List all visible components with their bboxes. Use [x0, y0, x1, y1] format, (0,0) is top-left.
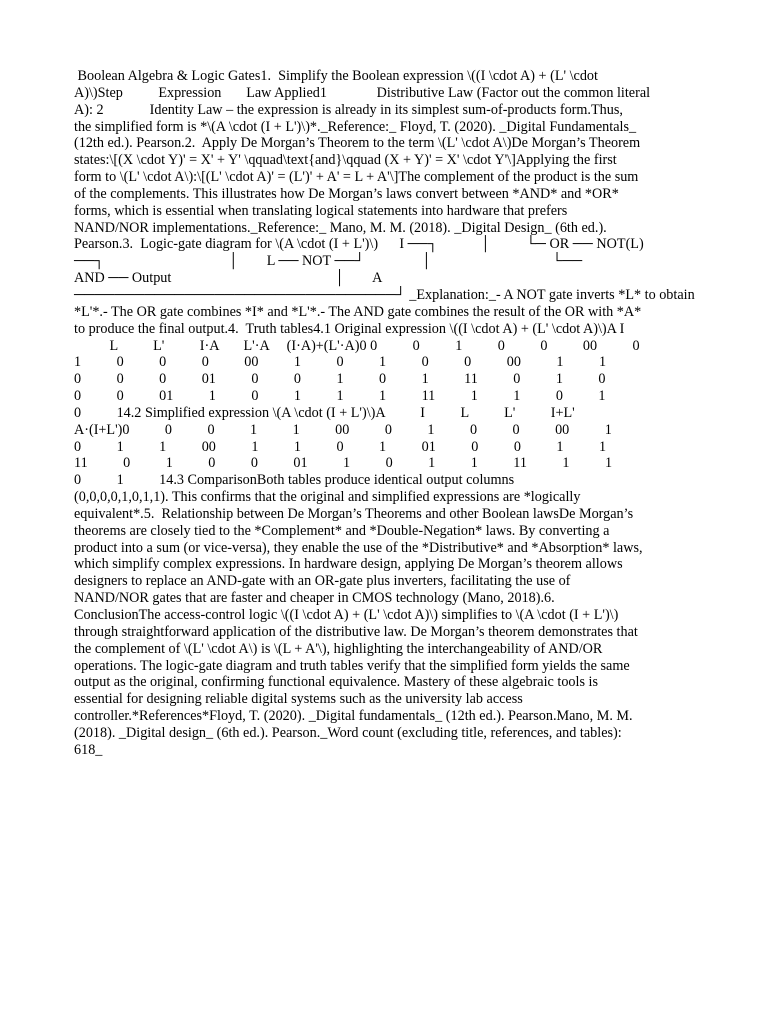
text-line: A·(I+L')0 0 0 1 1 00 0 1 0 0 00 1: [74, 421, 612, 438]
document-body: [74, 68, 694, 759]
text-line: the simplified form is *\(A \cdot (I + L')\)*._Reference:_ Floyd, T. (2020). _Digital Fundamentals_: [74, 118, 637, 135]
text-line: 11 0 1 0 0 01 1 0 1 1 11 1 1: [74, 455, 613, 472]
text-line: NAND/NOR implementations._Reference:_ Mano, M. M. (2018). _Digital Design_ (6th ed.).: [74, 219, 607, 236]
text-line: (2018). _Digital design_ (6th ed.). Pearson._Word count (excluding title, references, and tables):: [74, 724, 622, 741]
text-line: AND ── Output │ A: [74, 270, 383, 287]
text-line: 0 0 0 01 0 0 1 0 1 11 0 1 0: [74, 371, 606, 388]
text-line: through straightforward application of the distributive law. De Morgan’s theorem demonstrates that: [74, 623, 638, 640]
text-line: ────────────────────────────────┘ _Explanation:_- A NOT gate inverts *L* to obtain: [74, 286, 695, 303]
text-line: *L'*.- The OR gate combines *I* and *L'*.- The AND gate combines the result of the OR with *A*: [74, 303, 642, 320]
text-line: product into a sum (or vice-versa), they enable the use of the *Distributive* and *Absorption* laws,: [74, 539, 643, 556]
text-line: Boolean Algebra & Logic Gates1. Simplify the Boolean expression \((I \cdot A) + (L' \cdot: [74, 68, 598, 84]
text-line: A): 2 Identity Law – the expression is already in its simplest sum-of-products form.Thus,: [74, 101, 623, 118]
text-line: 0 1 1 00 1 1 0 1 01 0 0 1 1: [74, 438, 607, 455]
text-line: 618_: [74, 741, 103, 758]
text-line: the complement of \(L' \cdot A\) is \(L + A'\), highlighting the interchangeability of AND/OR: [74, 640, 603, 657]
text-line: output as the original, confirming functional equivalence. Mastery of these algebraic tools is: [74, 674, 598, 691]
text-line: equivalent*.5. Relationship between De Morgan’s Theorems and other Boolean lawsDe Morgan’s: [74, 505, 634, 522]
text-line: A)\)Step Expression Law Applied1 Distributive Law (Factor out the common literal: [74, 84, 651, 101]
text-line: form to \(L' \cdot A\):\[(L' \cdot A)' = (L')' + A' = L + A'\]The complement of the product is the sum: [74, 169, 639, 186]
text-line: of the complements. This illustrates how De Morgan’s laws convert between *AND* and *OR*: [74, 185, 619, 202]
text-line: ConclusionThe access-control logic \((I \cdot A) + (L' \cdot A)\) simplifies to \(A \cdot (I + L')\): [74, 607, 619, 623]
text-line: operations. The logic-gate diagram and truth tables verify that the simplified form yields the same: [74, 657, 630, 674]
text-line: (12th ed.). Pearson.2. Apply De Morgan’s Theorem to the term \(L' \cdot A\)De Morgan’s Theorem: [74, 135, 641, 152]
text-line: 0 14.2 Simplified expression \(A \cdot (I + L')\)A I L L' I+L': [74, 404, 575, 421]
text-line: controller.*References*Floyd, T. (2020). _Digital fundamentals_ (12th ed.). Pearson.Mano, M. M.: [74, 708, 633, 725]
text-line: 0 1 14.3 ComparisonBoth tables produce identical output columns: [74, 472, 515, 489]
text-line: forms, which is essential when translating logical statements into hardware that prefers: [74, 202, 568, 219]
text-line: which simplify complex expressions. In hardware design, applying De Morgan’s theorem allows: [74, 556, 623, 573]
text-line: 1 0 0 0 00 1 0 1 0 0 00 1 1: [74, 354, 607, 371]
text-line: 0 0 01 1 0 1 1 1 11 1 1 0 1: [74, 388, 606, 405]
text-line: to produce the final output.4. Truth tables4.1 Original expression \((I \cdot A) + (L' \cdot A)\)A I: [74, 320, 625, 337]
text-line: states:\[(X \cdot Y)' = X' + Y' \qquad\text{and}\qquad (X + Y)' = X' \cdot Y'\]Applying the first: [74, 152, 617, 169]
text-line: essential for designing reliable digital systems such as the university lab access: [74, 691, 523, 708]
text-line: ──┐ │ L ── NOT ──┘ │ └──: [74, 253, 583, 270]
text-line: designers to replace an AND-gate with an OR-gate plus inverters, facilitating the use of: [74, 573, 571, 590]
text-line: NAND/NOR gates that are faster and cheaper in CMOS technology (Mano, 2018).6.: [74, 590, 555, 607]
text-line: Pearson.3. Logic-gate diagram for \(A \cdot (I + L')\) I ──┐ │ └─ OR ── NOT(L): [74, 236, 644, 253]
text-line: (0,0,0,0,1,0,1,1). This confirms that the original and simplified expressions are *logically: [74, 489, 581, 506]
text-line: theorems are closely tied to the *Complement* and *Double-Negation* laws. By converting a: [74, 522, 610, 539]
text-line: L L' I·A L'·A (I·A)+(L'·A)0 0 0 1 0 0 00 0: [74, 337, 640, 354]
